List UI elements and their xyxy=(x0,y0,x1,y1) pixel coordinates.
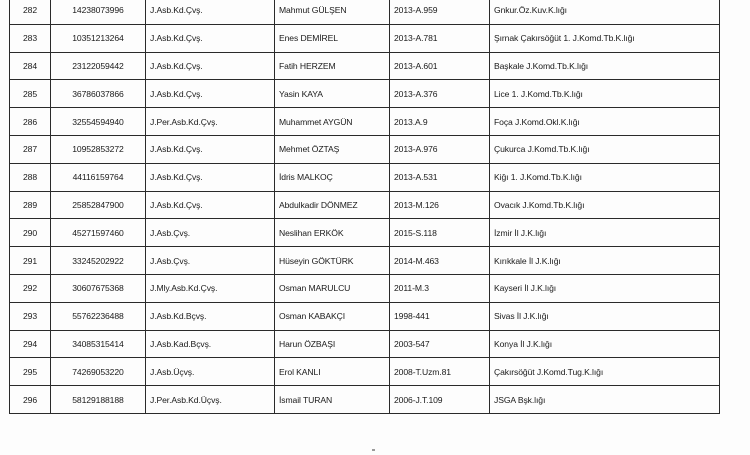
full-name-cell: Abdulkadir DÖNMEZ xyxy=(275,191,390,219)
registry-number-cell: 2013-A.976 xyxy=(390,135,490,163)
full-name-cell: Enes DEMİREL xyxy=(275,24,390,52)
full-name-cell: Fatih HERZEM xyxy=(275,52,390,80)
unit-cell: Gnkur.Öz.Kuv.K.lığı xyxy=(490,0,720,24)
unit-cell: Çukurca J.Komd.Tb.K.lığı xyxy=(490,135,720,163)
row-number-cell: 293 xyxy=(10,302,51,330)
row-number-cell: 290 xyxy=(10,219,51,247)
registry-number-cell: 2011-M.3 xyxy=(390,274,490,302)
registry-number-cell: 2003-547 xyxy=(390,330,490,358)
row-number-cell: 283 xyxy=(10,24,51,52)
id-number-cell: 45271597460 xyxy=(51,219,146,247)
id-number-cell: 25852847900 xyxy=(51,191,146,219)
registry-number-cell: 2006-J.T.109 xyxy=(390,386,490,414)
full-name-cell: Mehmet ÖZTAŞ xyxy=(275,135,390,163)
table-row xyxy=(10,52,720,80)
table-row xyxy=(10,358,720,386)
full-name-cell: İsmail TURAN xyxy=(275,386,390,414)
full-name-cell: Erol KANLI xyxy=(275,358,390,386)
table-row xyxy=(10,247,720,275)
table-row xyxy=(10,330,720,358)
registry-number-cell: 2014-M.463 xyxy=(390,247,490,275)
registry-number-cell: 2013.A.9 xyxy=(390,108,490,136)
rank-cell: J.Asb.Kad.Bçvş. xyxy=(146,330,275,358)
unit-cell: Kayseri İl J.K.lığı xyxy=(490,274,720,302)
registry-number-cell: 2013-A.531 xyxy=(390,163,490,191)
full-name-cell: Hüseyin GÖKTÜRK xyxy=(275,247,390,275)
id-number-cell: 10952853272 xyxy=(51,135,146,163)
row-number-cell: 294 xyxy=(10,330,51,358)
rank-cell: J.Asb.Kd.Çvş. xyxy=(146,191,275,219)
id-number-cell: 10351213264 xyxy=(51,24,146,52)
registry-number-cell: 2015-S.118 xyxy=(390,219,490,247)
rank-cell: J.Asb.Çvş. xyxy=(146,247,275,275)
rank-cell: J.Asb.Kd.Çvş. xyxy=(146,0,275,24)
registry-number-cell: 2013-A.959 xyxy=(390,0,490,24)
table-row xyxy=(10,302,720,330)
unit-cell: İzmir İl J.K.lığı xyxy=(490,219,720,247)
id-number-cell: 14238073996 xyxy=(51,0,146,24)
registry-number-cell: 2008-T.Uzm.81 xyxy=(390,358,490,386)
personnel-table xyxy=(9,0,720,414)
id-number-cell: 30607675368 xyxy=(51,274,146,302)
registry-number-cell: 2013-A.601 xyxy=(390,52,490,80)
id-number-cell: 33245202922 xyxy=(51,247,146,275)
unit-cell: Ovacık J.Komd.Tb.K.lığı xyxy=(490,191,720,219)
rank-cell: J.Per.Asb.Kd.Çvş. xyxy=(146,108,275,136)
table-row xyxy=(10,163,720,191)
id-number-cell: 44116159764 xyxy=(51,163,146,191)
full-name-cell: Neslihan ERKÖK xyxy=(275,219,390,247)
personnel-table-body xyxy=(10,0,720,413)
row-number-cell: 296 xyxy=(10,386,51,414)
full-name-cell: Yasin KAYA xyxy=(275,80,390,108)
table-row xyxy=(10,80,720,108)
rank-cell: J.Asb.Üçvş. xyxy=(146,358,275,386)
row-number-cell: 282 xyxy=(10,0,51,24)
id-number-cell: 74269053220 xyxy=(51,358,146,386)
unit-cell: Şırnak Çakırsöğüt 1. J.Komd.Tb.K.lığı xyxy=(490,24,720,52)
full-name-cell: İdris MALKOÇ xyxy=(275,163,390,191)
table-row xyxy=(10,274,720,302)
row-number-cell: 292 xyxy=(10,274,51,302)
row-number-cell: 285 xyxy=(10,80,51,108)
table-row xyxy=(10,24,720,52)
rank-cell: J.Mly.Asb.Kd.Çvş. xyxy=(146,274,275,302)
rank-cell: J.Asb.Kd.Çvş. xyxy=(146,24,275,52)
row-number-cell: 284 xyxy=(10,52,51,80)
table-row xyxy=(10,191,720,219)
rank-cell: J.Per.Asb.Kd.Üçvş. xyxy=(146,386,275,414)
rank-cell: J.Asb.Çvş. xyxy=(146,219,275,247)
full-name-cell: Muhammet AYGÜN xyxy=(275,108,390,136)
registry-number-cell: 2013-A.781 xyxy=(390,24,490,52)
full-name-cell: Harun ÖZBAŞI xyxy=(275,330,390,358)
unit-cell: Kırıkkale İl J.K.lığı xyxy=(490,247,720,275)
id-number-cell: 36786037866 xyxy=(51,80,146,108)
row-number-cell: 295 xyxy=(10,358,51,386)
unit-cell: Çakırsöğüt J.Komd.Tug.K.lığı xyxy=(490,358,720,386)
row-number-cell: 286 xyxy=(10,108,51,136)
rank-cell: J.Asb.Kd.Çvş. xyxy=(146,163,275,191)
rank-cell: J.Asb.Kd.Çvş. xyxy=(146,80,275,108)
full-name-cell: Osman KABAKÇI xyxy=(275,302,390,330)
rank-cell: J.Asb.Kd.Çvş. xyxy=(146,52,275,80)
full-name-cell: Mahmut GÜLŞEN xyxy=(275,0,390,24)
id-number-cell: 58129188188 xyxy=(51,386,146,414)
table-row xyxy=(10,108,720,136)
registry-number-cell: 1998-441 xyxy=(390,302,490,330)
unit-cell: Konya İl J.K.lığı xyxy=(490,330,720,358)
id-number-cell: 23122059442 xyxy=(51,52,146,80)
table-row xyxy=(10,219,720,247)
unit-cell: JSGA Bşk.lığı xyxy=(490,386,720,414)
full-name-cell: Osman MARULCU xyxy=(275,274,390,302)
id-number-cell: 55762236488 xyxy=(51,302,146,330)
rank-cell: J.Asb.Kd.Çvş. xyxy=(146,135,275,163)
registry-number-cell: 2013-A.376 xyxy=(390,80,490,108)
id-number-cell: 34085315414 xyxy=(51,330,146,358)
scan-speck xyxy=(372,449,375,451)
row-number-cell: 288 xyxy=(10,163,51,191)
id-number-cell: 32554594940 xyxy=(51,108,146,136)
table-row xyxy=(10,386,720,414)
registry-number-cell: 2013-M.126 xyxy=(390,191,490,219)
row-number-cell: 287 xyxy=(10,135,51,163)
table-row xyxy=(10,135,720,163)
row-number-cell: 291 xyxy=(10,247,51,275)
table-row xyxy=(10,0,720,24)
unit-cell: Lice 1. J.Komd.Tb.K.lığı xyxy=(490,80,720,108)
unit-cell: Kiğı 1. J.Komd.Tb.K.lığı xyxy=(490,163,720,191)
row-number-cell: 289 xyxy=(10,191,51,219)
unit-cell: Başkale J.Komd.Tb.K.lığı xyxy=(490,52,720,80)
rank-cell: J.Asb.Kd.Bçvş. xyxy=(146,302,275,330)
unit-cell: Foça J.Komd.Okl.K.lığı xyxy=(490,108,720,136)
unit-cell: Sivas İl J.K.lığı xyxy=(490,302,720,330)
